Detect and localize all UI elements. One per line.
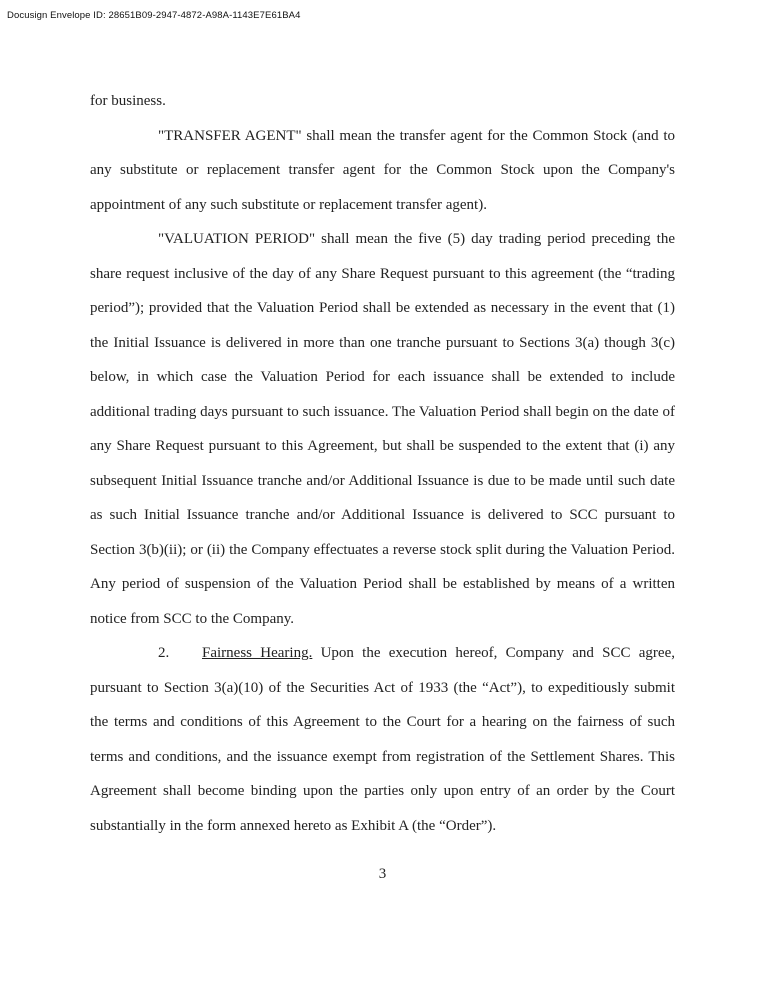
- paragraph-valuation-period-definition: "VALUATION PERIOD" shall mean the five (5) day trading period preceding the share request inclusive of the day of any Share Request pursuant to this agreement (the “trading period”); provided that the Valuation Period shall be extended as necessary in the event that (1) the Initial Issuance is delivered in more than one tranche pursuant to Sections 3(a) though 3(c) below, in which case the Valuation Period for each issuance shall be extended to include additional trading days pursuant to such issuance. The Valuation Period shall begin on the date of any Share Request pursuant to this Agreement, but shall be suspended to the extent that (i) any subsequent Initial Issuance tranche and/or Additional Issuance is due to be made until such date as such Initial Issuance tranche and/or Additional Issuance is delivered to SCC pursuant to Section 3(b)(ii); or (ii) the Company effectuates a reverse stock split during the Valuation Period. Any period of suspension of the Valuation Period shall be established by means of a written notice from SCC to the Company.: [90, 231, 675, 627]
- section-2-fairness-hearing: [90, 636, 675, 843]
- page-number: 3: [378, 866, 387, 882]
- paragraph-continuation: for business.: [90, 93, 166, 109]
- section-heading: Fairness Hearing.: [202, 645, 313, 661]
- docusign-envelope-id: Docusign Envelope ID: 28651B09-2947-4872-A98A-1143E7E61BA4: [7, 10, 301, 21]
- paragraph-transfer-agent-definition: "TRANSFER AGENT" shall mean the transfer agent for the Common Stock (and to any substitute or replacement transfer agent for the Common Stock upon the Company's appointment of any such substitute or replacement transfer agent).: [90, 127, 675, 213]
- section-body: Upon the execution hereof, Company and SCC agree, pursuant to Section 3(a)(10) of the Securities Act of 1933 (the “Act”), to expeditiously submit the terms and conditions of this Agreement to the Court for a hearing on the fairness of such terms and conditions, and the issuance exempt from registration of the Settlement Shares. This Agreement shall become binding upon the parties only upon entry of an order by the Court substantially in the form annexed hereto as Exhibit A (the “Order”).: [90, 645, 675, 834]
- section-number: 2.: [158, 645, 170, 661]
- document-body: [90, 84, 675, 843]
